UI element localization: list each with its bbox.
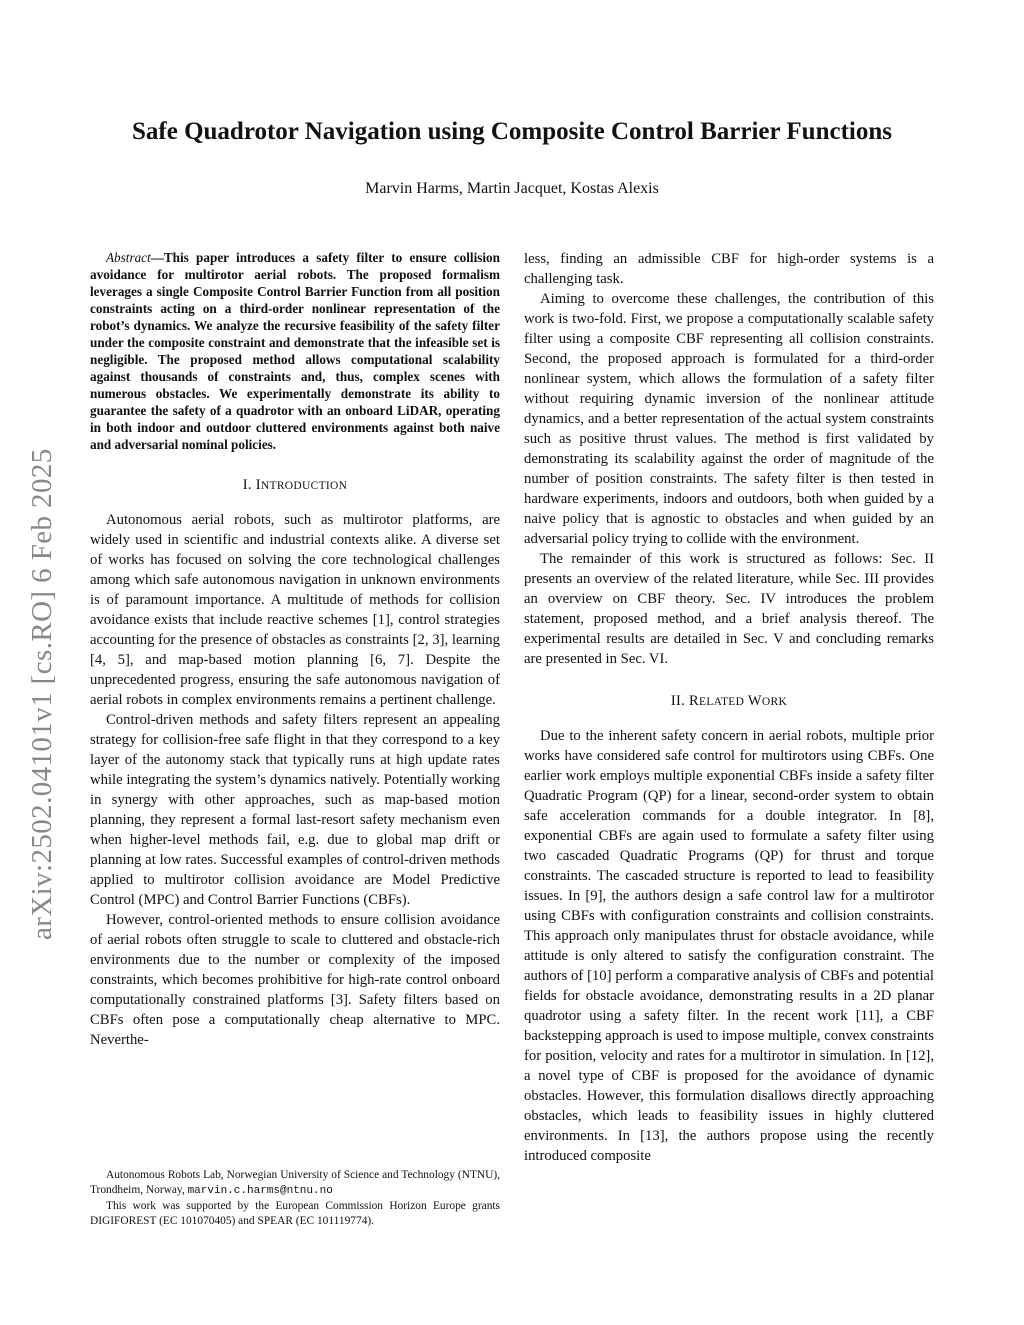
intro-continuation: less, finding an admissible CBF for high-order systems is a challenging task. — [524, 251, 934, 287]
abstract-text: This paper introduces a safety filter to ensure collision avoidance for multirotor aerial robots. The proposed formalism leverages a single Composite Control Barrier Function from all position constraints acting on a third-order nonlinear representation of the robot’s dynamics. We analyze the recursive feasibility of the safety filter under the composite constraint and demonstrate that the infeasible set is negligible. The proposed method allows computational scalability against thousands of constraints and, thus, complex scenes with numerous obstacles. We experimentally demonstrate its ability to guarantee the safety of a quadrotor with an onboard LiDAR, operating in both indoor and outdoor cluttered environments against both naive and adversarial nominal policies. — [90, 250, 500, 452]
right-column — [524, 249, 934, 1166]
left-column — [90, 249, 500, 1050]
footnote-affiliation: Autonomous Robots Lab, Norwegian University of Science and Technology (NTNU), Trondheim, Norway, marvin.c.harms@ntnu.no — [90, 1169, 500, 1197]
paper-title: Safe Quadrotor Navigation using Composite Control Barrier Functions — [132, 118, 892, 145]
intro-paragraph-4: Aiming to overcome these challenges, the contribution of this work is two-fold. First, we propose a computationally scalable safety filter using a composite CBF representing all collision constraints. Second, the proposed approach is formulated for a third-order nonlinear system, which allows the formulation of a safety filter without requiring dynamic inversion of the nonlinear attitude dynamics, and a better representation of the actual system constraints such as positive thrust values. The method is first validated by demonstrating its scalability against the order of magnitude of the number of position constraints. The safety filter is then tested in hardware experiments, indoors and outdoors, both when guided by a naive policy that is agnostic to obstacles and when guided by an adversarial policy trying to collide with the environment. — [524, 291, 934, 547]
author-email: marvin.c.harms@ntnu.no — [187, 1185, 333, 1197]
footnote-funding: This work was supported by the European Commission Horizon Europe grants DIGIFOREST (EC 101070405) and SPEAR (EC 101119774). — [90, 1200, 500, 1227]
abstract — [90, 249, 500, 453]
intro-paragraph-2: Control-driven methods and safety filters represent an appealing strategy for collision-free safe flight in that they correspond to a key layer of the autonomy stack that typically runs at high update rates while integrating the system’s dynamics natively. Potentially working in synergy with other approaches, such as map-based motion planning, they represent a formal last-resort safety mechanism even when higher-level methods fail, e.g. due to global map drift or planning at low rates. Successful examples of control-driven methods applied to multirotor collision avoidance are Model Predictive Control (MPC) and Control Barrier Functions (CBFs). — [90, 712, 500, 908]
section-heading-related-work: II. RELATED WORK — [670, 693, 788, 709]
intro-paragraph-1: Autonomous aerial robots, such as multirotor platforms, are widely used in scientific and industrial contexts alike. A diverse set of works has focused on solving the core technological challenges among which safe autonomous navigation in unknown environments is of paramount importance. A multitude of methods for collision avoidance exists that include reactive schemes [1], control strategies accounting for the presence of obstacles as constraints [2, 3], learning [4, 5], and map-based motion planning [6, 7]. Despite the unprecedented progress, ensuring the safe autonomous navigation of aerial robots in complex environments remains a pertinent challenge. — [90, 512, 500, 708]
intro-paragraph-3: However, control-oriented methods to ensure collision avoidance of aerial robots often struggle to scale to cluttered and obstacle-rich environments due to the number or complexity of the imposed constraints, which becomes prohibitive for high-rate control onboard computationally constrained platforms [3]. Safety filters based on CBFs often pose a computationally cheap alternative to MPC. Neverthe- — [90, 912, 500, 1048]
arxiv-side-stamp: arXiv:2502.04101v1 [cs.RO] 6 Feb 2025 — [26, 448, 58, 940]
section-heading-introduction: I. INTRODUCTION — [242, 477, 348, 493]
intro-paragraph-5: The remainder of this work is structured as follows: Sec. II presents an overview of the related literature, while Sec. III provides an overview on CBF theory. Sec. IV introduces the problem statement, proposed method, and a brief analysis thereof. The experimental results are detailed in Sec. V and concluding remarks are presented in Sec. VI. — [524, 551, 934, 667]
author-list: Marvin Harms, Martin Jacquet, Kostas Alexis — [365, 180, 659, 197]
related-paragraph-1: Due to the inherent safety concern in aerial robots, multiple prior works have considered safe control for multirotors using CBFs. One earlier work employs multiple exponential CBFs inside a safety filter Quadratic Program (QP) for a linear, second-order system to obtain safe acceleration commands for a double integrator. In [8], exponential CBFs are again used to formulate a safety filter using two cascaded Quadratic Programs (QP) for thrust and torque constraints. The cascaded structure is reported to lead to feasibility issues. In [9], the authors design a safe control law for a multirotor using CBFs with configuration constraints and collision constraints. This approach only manipulates thrust for obstacle avoidance, while attitude is only altered to satisfy the configuration constraint. The authors of [10] perform a comparative analysis of CBFs and potential fields for obstacle avoidance, demonstrating results in a 2D planar quadrotor using a safety filter. In the recent work [11], a CBF backstepping approach is used to impose multiple, convex constraints for position, velocity and rates for a multirotor in simulation. In [12], a novel type of CBF is proposed for the avoidance of dynamic obstacles. However, this formulation disallows directly approaching obstacles, which leads to feasibility issues in highly cluttered environments. In [13], the authors propose using the recently introduced composite — [524, 728, 934, 1164]
abstract-dash: — — [150, 250, 164, 265]
footnotes — [90, 1168, 500, 1229]
abstract-label: Abstract — [106, 250, 151, 265]
